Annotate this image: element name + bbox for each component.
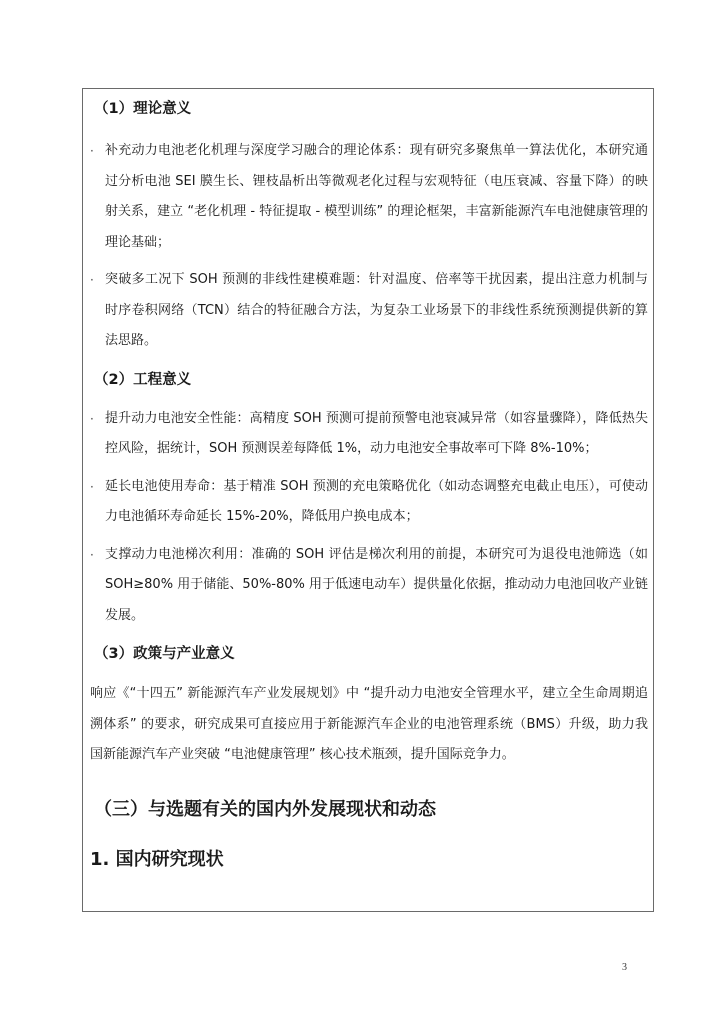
engineering-item-3 — [88, 540, 648, 632]
bullet-icon: · — [90, 411, 94, 426]
theory-item-1 — [88, 136, 648, 258]
theory-item-2-text: 突破多工况下 SOH 预测的非线性建模难题：针对温度、倍率等干扰因素，提出注意力机制与时序卷积网络（TCN）结合的特征融合方法，为复杂工业场景下的非线性系统预测提供新的算法思路。 — [105, 272, 648, 348]
engineering-item-2 — [88, 472, 648, 533]
engineering-heading: （2）工程意义 — [94, 371, 192, 388]
theory-item-1-text: 补充动力电池老化机理与深度学习融合的理论体系：现有研究多聚焦单一算法优化，本研究通过分析电池 SEI 膜生长、锂枝晶析出等微观老化过程与宏观特征（电压衰减、容量下降）的映射关系，建立 “老化机理 - 特征提取 - 模型训练” 的理论框架，丰富新能源汽车电池健康管理的理论基础； — [105, 143, 648, 250]
bullet-icon: · — [90, 479, 94, 494]
engineering-item-1-text: 提升动力电池安全性能：高精度 SOH 预测可提前预警电池衰减异常（如容量骤降），降低热失控风险，据统计，SOH 预测误差每降低 1%，动力电池安全事故率可下降 8%-10%； — [105, 410, 648, 456]
theory-heading: （1）理论意义 — [94, 101, 192, 117]
bullet-icon: · — [90, 273, 94, 287]
bullet-icon: · — [90, 547, 94, 562]
bullet-icon: · — [90, 144, 94, 158]
section-three-heading: （三）与选题有关的国内外发展现状和动态 — [94, 798, 436, 820]
page-number: 3 — [622, 962, 627, 973]
engineering-item-2-text: 延长电池使用寿命：基于精准 SOH 预测的充电策略优化（如动态调整充电截止电压），可使动力电池循环寿命延长 15%-20%，降低用户换电成本； — [105, 478, 648, 524]
engineering-item-3-text: 支撑动力电池梯次利用：准确的 SOH 评估是梯次利用的前提，本研究可为退役电池筛选（如 SOH≥80% 用于储能、50%-80% 用于低速电动车）提供量化依据，推动动力电池回收产业链发展。 — [105, 546, 648, 623]
policy-paragraph: 响应《“十四五” 新能源汽车产业发展规划》中 “提升动力电池安全管理水平，建立全生命周期追溯体系” 的要求，研究成果可直接应用于新能源汽车企业的电池管理系统（BMS）升级，助力我国新能源汽车产业突破 “电池健康管理” 核心技术瓶颈，提升国际竞争力。 — [90, 686, 648, 762]
document-body — [88, 96, 648, 875]
theory-item-2 — [88, 265, 648, 357]
domestic-research-heading: 1. 国内研究现状 — [90, 848, 224, 870]
policy-heading: （3）政策与产业意义 — [94, 646, 235, 662]
engineering-item-1 — [88, 404, 648, 465]
